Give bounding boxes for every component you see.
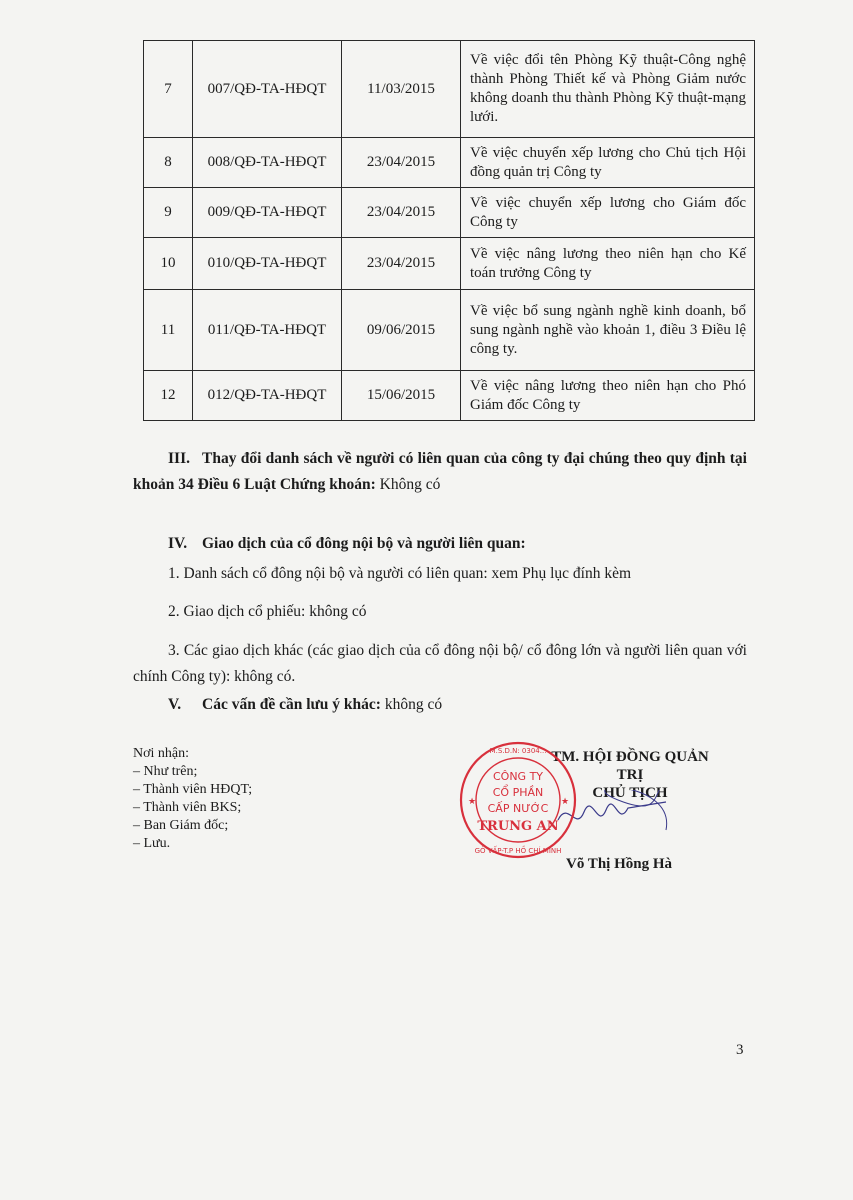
table-row [144,41,755,138]
decision-description: Về việc đổi tên Phòng Kỹ thuật-Công nghệ thành Phòng Thiết kế và Phòng Giảm nước không doanh thu thành Phòng Kỹ thuật-mạng lưới. [461,41,755,138]
decision-description: Về việc nâng lương theo niên hạn cho Kế toán trưởng Công ty [461,238,755,290]
decision-description: Về việc chuyển xếp lương cho Giám đốc Công ty [461,188,755,238]
svg-text:★: ★ [468,797,477,807]
section-4-heading: Giao dịch của cổ đông nội bộ và người liên quan: [202,535,526,552]
stamp-line-3: CẤP NƯỚC [487,802,549,815]
recipient-item: – Lưu. [133,835,252,853]
row-no: 9 [144,188,193,238]
decision-description: Về việc bổ sung ngành nghề kinh doanh, bổ sung ngành nghề vào khoản 1, điều 3 Điều lệ công ty. [461,290,755,371]
recipients-title: Nơi nhận: [133,746,190,761]
section-4-item-2: 2. Giao dịch cổ phiếu: không có [168,603,367,620]
decision-number: 010/QĐ-TA-HĐQT [193,238,342,290]
company-stamp-icon [458,740,578,860]
section-5-roman: V. [168,696,182,713]
row-no: 11 [144,290,193,371]
decision-number: 007/QĐ-TA-HĐQT [193,41,342,138]
signer-name: Võ Thị Hồng Hà [566,856,673,872]
decision-number: 009/QĐ-TA-HĐQT [193,188,342,238]
recipient-item: – Ban Giám đốc; [133,817,252,835]
section-4-heading-line [133,531,747,557]
section-5 [133,692,747,718]
table-row [144,290,755,371]
recipient-item: – Thành viên HĐQT; [133,781,252,799]
decision-date: 23/04/2015 [342,188,461,238]
row-no: 7 [144,41,193,138]
section-4-item-3: 3. Các giao dịch khác (các giao dịch của cổ đông nội bộ/ cổ đông lớn và người liên quan với chính Công ty): không có. [133,642,747,685]
row-no: 10 [144,238,193,290]
stamp-line-1: CÔNG TY [492,770,544,783]
stamp-ring-top: M.S.D.N: 0304... [489,747,547,755]
stamp-line-2: CỔ PHẦN [492,786,544,799]
table-row [144,371,755,421]
decision-date: 23/04/2015 [342,238,461,290]
section-5-value: không có [380,696,443,713]
row-no: 8 [144,138,193,188]
decisions-table [143,40,755,421]
decision-description: Về việc nâng lương theo niên hạn cho Phó Giám đốc Công ty [461,371,755,421]
svg-text:★: ★ [561,797,570,807]
recipient-item: – Như trên; [133,763,252,781]
decision-date: 11/03/2015 [342,41,461,138]
stamp-line-4: TRUNG AN [477,819,559,834]
decision-date: 23/04/2015 [342,138,461,188]
recipient-item: – Thành viên BKS; [133,799,252,817]
section-3-roman: III. [168,450,190,467]
section-4-item-1: 1. Danh sách cổ đông nội bộ và người có liên quan: xem Phụ lục đính kèm [168,565,632,582]
row-no: 12 [144,371,193,421]
decision-date: 15/06/2015 [342,371,461,421]
decision-number: 011/QĐ-TA-HĐQT [193,290,342,371]
decision-description: Về việc chuyển xếp lương cho Chủ tịch Hội đồng quản trị Công ty [461,138,755,188]
stamp-ring-bottom: GÒ VẤP-T.P HỒ CHÍ MINH [474,847,562,855]
signature-title: TM. HỘI ĐỒNG QUẢN TRỊ [551,749,709,783]
recipients-list [133,745,252,853]
signature-role: CHỦ TỊCH [592,785,668,801]
section-5-heading: Các vấn đề cần lưu ý khác: [202,696,381,713]
section-3-heading: Thay đổi danh sách về người có liên quan của công ty đại chúng theo quy định tại khoản 34 Điều 6 Luật Chứng khoán: [133,450,747,493]
section-3-value: Không có [375,476,441,493]
section-3 [133,446,747,498]
section-4-roman: IV. [168,535,188,552]
table-row [144,138,755,188]
table-row [144,188,755,238]
decision-date: 09/06/2015 [342,290,461,371]
decision-number: 012/QĐ-TA-HĐQT [193,371,342,421]
table-row [144,238,755,290]
decision-number: 008/QĐ-TA-HĐQT [193,138,342,188]
page-number: 3 [736,1042,744,1058]
